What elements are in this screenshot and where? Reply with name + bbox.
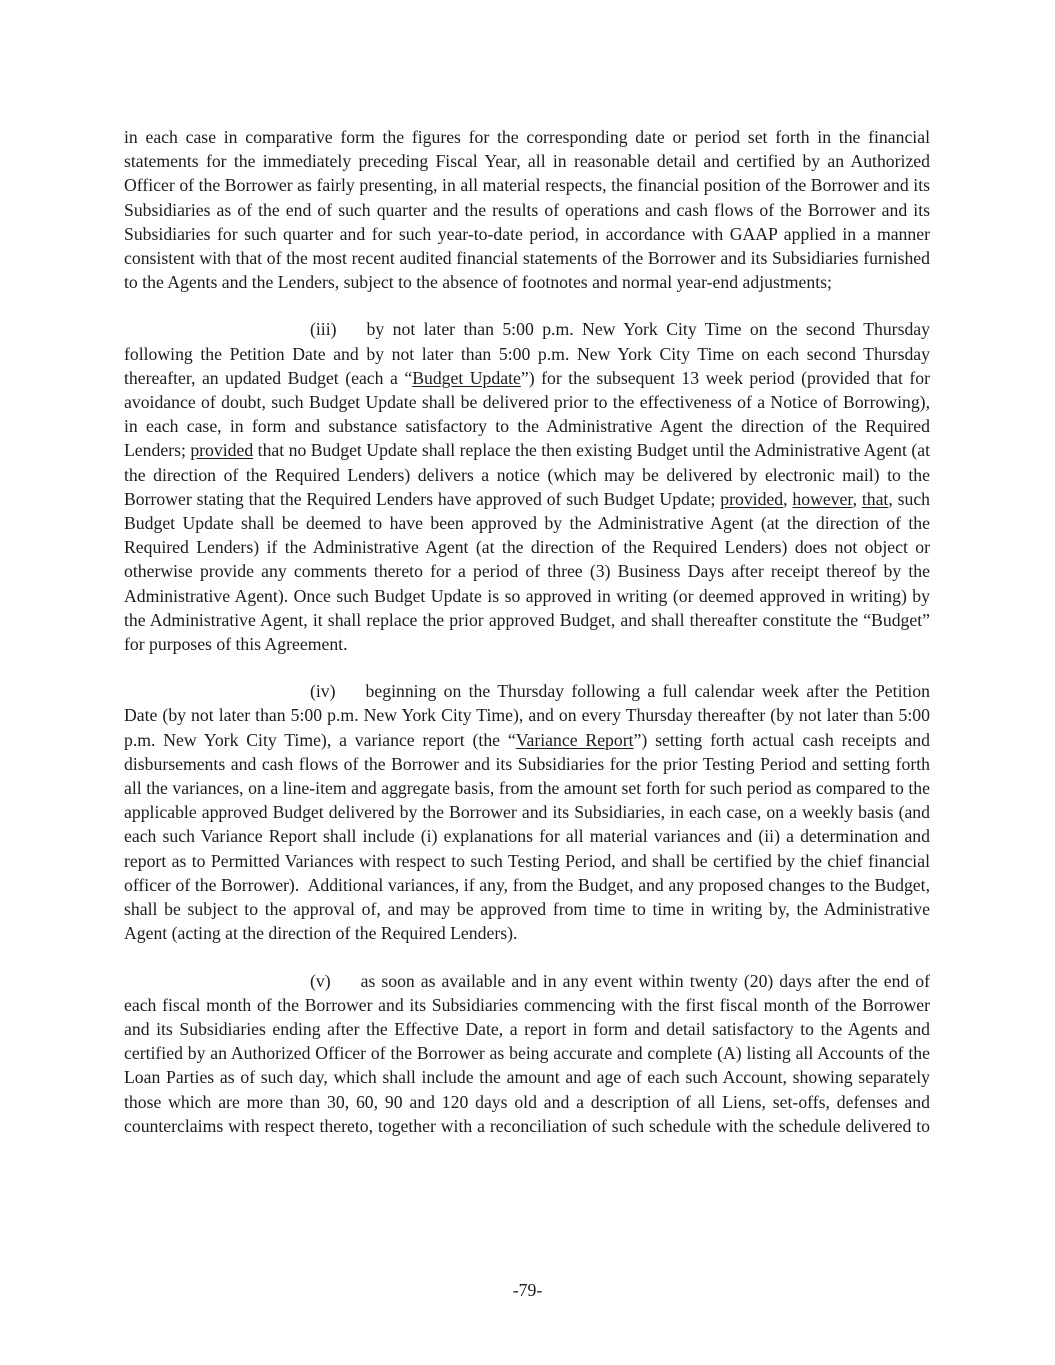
text-run: that no Budget Update shall replace the then existing Budget until the Administrative Agent (at the direction of the Required Lenders) delivers a notice (which may be delivered by electronic mail) to the Borrower stating that the Required Lenders have approved of such Budget Update; [124,440,930,509]
text-run: , [783,488,793,509]
text-run: , [852,488,862,509]
text-run: , such Budget Update shall be deemed to have been approved by the Administrative Agent (at the direction of the Required Lenders) if the Administrative Agent (at the direction of the Required Lenders) does not object or otherwise provide any comments thereto for a period of three (3) Business Days after receipt thereof by the Administrative Agent). Once such Budget Update is so approved in writing (or deemed approved in writing) by the Administrative Agent, it shall replace the prior approved Budget, and shall thereafter constitute the “Budget” for purposes of this Agreement. [124,488,931,655]
underlined-term: Variance Report [515,729,634,750]
page-number: -79- [512,1280,543,1300]
text-run: (iii) [310,319,337,340]
underlined-term: Budget Update [412,367,521,388]
underlined-term: that [861,488,889,509]
underlined-term: provided [720,488,784,509]
page-body-text [124,125,930,1138]
underlined-term: provided [190,440,254,461]
text-run: (v) [310,970,331,991]
text-run: beginning on the Thursday following a full calendar week after the Petition Date (by not later than 5:00 p.m. New York City Time), and on every Thursday thereafter (by not later than 5:00 p.m. New York City Time), a variance report (the “ [124,681,930,750]
paragraph-clause-iii [124,317,930,656]
text-run: ”) setting forth actual cash receipts and disbursements and cash flows of the Borrower and its Subsidiaries for the prior Testing Period and setting forth all the variances, on a line-item and aggregate basis, from the amount set forth for such period as compared to the applicable approved Budget delivered by the Borrower and its Subsidiaries, in each case, on a weekly basis (and each such Variance Report shall include (i) explanations for all material variances and (ii) a determination and report as to Permitted Variances with respect to such Testing Period, and shall be certified by the chief financial officer of the Borrower). Additional variances, if any, from the Budget, and any proposed changes to the Budget, shall be subject to the approval of, and may be approved from time to time in writing by, the Administrative Agent (acting at the direction of the Required Lenders). [124,729,930,944]
text-run: as soon as available and in any event within twenty (20) days after the end of each fiscal month of the Borrower and its Subsidiaries commencing with the first fiscal month of the Borrower and its Subsidiaries ending after the Effective Date, a report in form and detail satisfactory to the Agents and certified by an Authorized Officer of the Borrower as being accurate and complete (A) listing all Accounts of the Loan Parties as of such day, which shall include the amount and age of each such Account, showing separately those which are more than 30, 60, 90 and 120 days old and a description of all Liens, set-offs, defenses and counterclaims with respect thereto, together with a reconciliation of such schedule with the schedule delivered to [124,970,930,1136]
paragraph-clause-v [124,969,930,1138]
paragraph-clause-iv [124,679,930,945]
paragraph-continuation [124,125,930,294]
text-run: by not later than 5:00 p.m. New York City Time on the second Thursday following the Petition Date and by not later than 5:00 p.m. New York City Time on each second Thursday thereafter, an updated Budget (each a “ [124,319,930,388]
text-run: in each case in comparative form the figures for the corresponding date or period set forth in the financial statements for the immediately preceding Fiscal Year, all in reasonable detail and certified by an Authorized Officer of the Borrower as fairly presenting, in all material respects, the financial position of the Borrower and its Subsidiaries as of the end of such quarter and the results of operations and cash flows of the Borrower and its Subsidiaries for such quarter and for such year-to-date period, in accordance with GAAP applied in a manner consistent with that of the most recent audited financial statements of the Borrower and its Subsidiaries furnished to the Agents and the Lenders, subject to the absence of footnotes and normal year-end adjustments; [124,127,930,293]
text-run: ”) for the subsequent 13 week period (provided that for avoidance of doubt, such Budget Update shall be delivered prior to the effectiveness of a Notice of Borrowing), in each case, in form and substance satisfactory to the Administrative Agent the direction of the Required Lenders; [124,367,930,461]
text-run: (iv) [310,681,336,702]
underlined-term: however [792,488,853,509]
